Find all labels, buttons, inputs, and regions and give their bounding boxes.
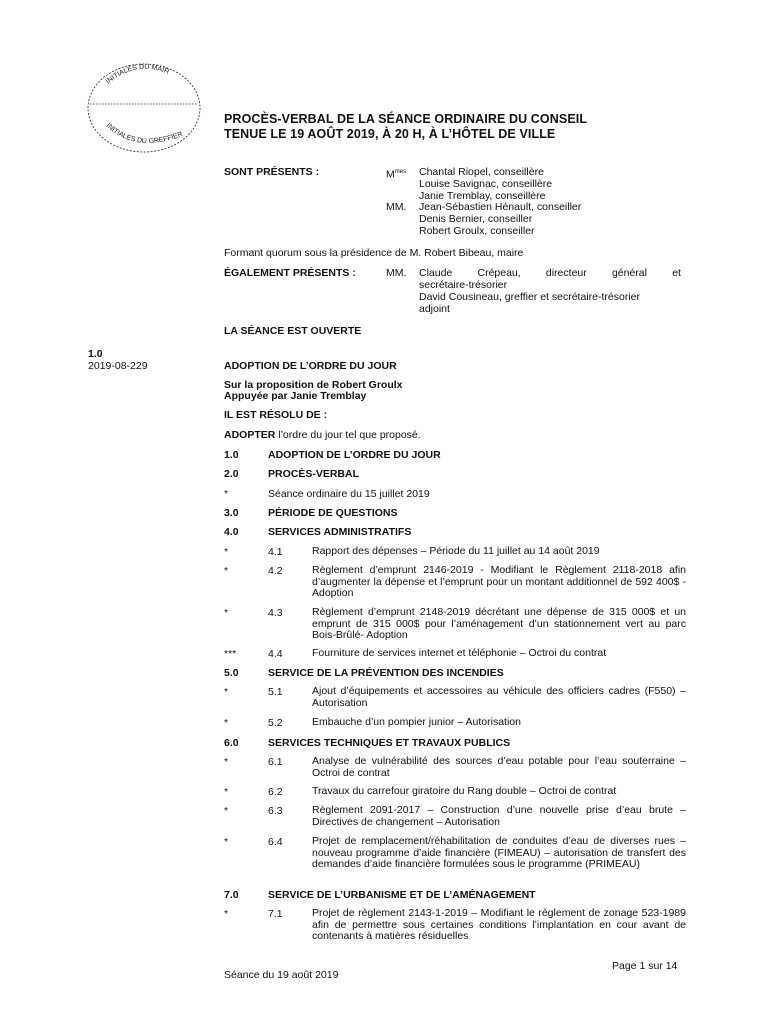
initials-stamp: [86, 58, 216, 158]
section-title: SERVICES TECHNIQUES ET TRAVAUX PUBLICS: [268, 737, 511, 749]
mmes-prefix-letter: M: [386, 168, 395, 181]
item-text: Analyse de vulnérabilité des sources d’eau potable pour l’eau souterraine – Octroi de contrat: [312, 755, 686, 779]
margin-number: 1.0: [88, 348, 103, 360]
presents-label: SONT PRÉSENTS :: [224, 166, 320, 178]
adopt-text: [224, 429, 421, 441]
resolution-number: 2019-08-229: [88, 360, 148, 372]
item-text: Rapport des dépenses – Période du 11 juillet au 14 août 2019: [312, 545, 600, 557]
item-number: 6.2: [268, 786, 283, 798]
item-text: Embauche d’un pompier junior – Autorisation: [312, 716, 521, 728]
item-mark: *: [224, 546, 229, 558]
item-text: Séance ordinaire du 15 juillet 2019: [268, 488, 430, 500]
item-text: Fourniture de services internet et téléphonie – Octroi du contrat: [312, 647, 607, 659]
item-mark: *: [224, 607, 229, 619]
member-4: Jean-Sébastien Hénault, conseiller: [419, 201, 582, 213]
quorum-text: Formant quorum sous la présidence de M. Robert Bibeau, maire: [224, 247, 524, 259]
item-number: 5.2: [268, 717, 283, 729]
section-number: 6.0: [224, 737, 239, 749]
also-present-line-3: David Cousineau, greffier et secrétaire-trésorier: [419, 291, 640, 303]
section-number: 4.0: [224, 526, 239, 538]
resolved-label: IL EST RÉSOLU DE :: [224, 409, 328, 421]
adopt-rest: l’ordre du jour tel que proposé.: [275, 429, 421, 441]
item-mark: *: [224, 488, 229, 500]
also-present-line-2: secrétaire-trésorier: [419, 279, 508, 291]
title-line-2: TENUE LE 19 AOÛT 2019, À 20 H, À L’HÔTEL DE VILLE: [224, 127, 556, 141]
mmes-prefix: [386, 166, 406, 181]
item-number: 4.1: [268, 546, 283, 558]
item-number: 4.2: [268, 565, 283, 577]
section-title: SERVICES ADMINISTRATIFS: [268, 526, 412, 538]
initials-stamp-graphic: [86, 58, 216, 158]
item-text: Projet de remplacement/réhabilitation de conduites d’eau de diverses rues – nouveau programme d’aide financière (FIMEAU) – autorisation de transfert des demandes d’aide financière formulées sous le programme (PRIMEAU): [312, 835, 686, 870]
item-mark: *: [224, 686, 229, 698]
member-5: Denis Bernier, conseiller: [419, 213, 533, 225]
section-number: 7.0: [224, 889, 239, 901]
also-present-prefix: MM.: [386, 267, 407, 279]
section-title: SERVICE DE L’URBANISME ET DE L’AMÉNAGEMENT: [268, 889, 536, 901]
page-title: [224, 112, 694, 142]
item-mark: ***: [224, 648, 237, 660]
item-text: Ajout d’équipements et accessoires au véhicule des officiers cadres (F550) – Autorisation: [312, 685, 686, 709]
section-title: PROCÈS-VERBAL: [268, 468, 360, 480]
title-line-1: PROCÈS-VERBAL DE LA SÉANCE ORDINAIRE DU CONSEIL: [224, 112, 588, 126]
word-3: directeur: [545, 267, 587, 279]
word-4: général: [611, 267, 647, 279]
page-number: Page 1 sur 14: [612, 960, 678, 972]
section-title: SERVICE DE LA PRÉVENTION DES INCENDIES: [268, 667, 504, 679]
section-title: PÉRIODE DE QUESTIONS: [268, 507, 398, 519]
item-number: 4.3: [268, 607, 283, 619]
item-text: Règlement 2091-2017 – Construction d’une nouvelle prise d’eau brute – Directives de changement – Autorisation: [312, 804, 686, 828]
proposed-by: Sur la proposition de Robert Groulx: [224, 379, 403, 391]
item-number: 6.1: [268, 756, 283, 768]
item-mark: *: [224, 717, 229, 729]
stamp-bottom-text: INITIALES DU GREFFIER: [104, 122, 184, 146]
opening-text: LA SÉANCE EST OUVERTE: [224, 325, 362, 337]
item-mark: *: [224, 565, 229, 577]
item-text: Projet de règlement 2143-1-2019 – Modifiant le règlement de zonage 523-1989 afin de permettre sous certaines conditions l’implantation en cour avant de contenants à matières résiduelles: [312, 907, 686, 942]
also-present-line-1: [419, 267, 681, 279]
section-title: ADOPTION DE L’ORDRE DU JOUR: [268, 449, 441, 461]
section-number: 2.0: [224, 468, 239, 480]
member-2: Louise Savignac, conseillère: [419, 178, 553, 190]
adopt-bold: ADOPTER: [224, 429, 276, 441]
also-present-label: ÉGALEMENT PRÉSENTS :: [224, 267, 356, 279]
item-number: 7.1: [268, 908, 283, 920]
item-text: Règlement d’emprunt 2146-2019 - Modifiant le Règlement 2118-2018 afin d’augmenter la dépense et l’emprunt pour un montant additionnel de 592 400$ - Adoption: [312, 564, 686, 599]
member-6: Robert Groulx, conseiller: [419, 225, 535, 237]
item-mark: *: [224, 836, 229, 848]
mm-prefix: MM.: [386, 201, 407, 213]
item-mark: *: [224, 756, 229, 768]
word-2: Crépeau,: [477, 267, 521, 279]
section-number: 5.0: [224, 667, 239, 679]
section-number: 1.0: [224, 449, 239, 461]
word-5: et: [672, 267, 681, 279]
member-1: Chantal Riopel, conseillère: [419, 166, 544, 178]
item-number: 6.4: [268, 836, 283, 848]
resolution-heading: ADOPTION DE L’ORDRE DU JOUR: [224, 360, 397, 372]
item-mark: *: [224, 786, 229, 798]
word-1: Claude: [419, 267, 453, 279]
session-footer: Séance du 19 août 2019: [224, 969, 339, 981]
item-mark: *: [224, 908, 229, 920]
mmes-prefix-sup: mes: [394, 169, 407, 175]
item-mark: *: [224, 805, 229, 817]
item-number: 5.1: [268, 686, 283, 698]
section-number: 3.0: [224, 507, 239, 519]
item-number: 6.3: [268, 805, 283, 817]
stamp-top-text: INITIALES DU MAIR: [104, 63, 170, 86]
item-text: Travaux du carrefour giratoire du Rang double – Octroi de contrat: [312, 785, 617, 797]
seconded-by: Appuyée par Janie Tremblay: [224, 390, 367, 402]
member-3: Janie Tremblay, conseillère: [419, 190, 546, 202]
item-number: 4.4: [268, 648, 283, 660]
also-present-line-4: adjoint: [419, 303, 450, 315]
item-text: Règlement d’emprunt 2148-2019 décrétant une dépense de 315 000$ et un emprunt de 315 000$ pour l’aménagement d’un stationnement vert au parc Bois-Brûlé- Adoption: [312, 606, 686, 641]
